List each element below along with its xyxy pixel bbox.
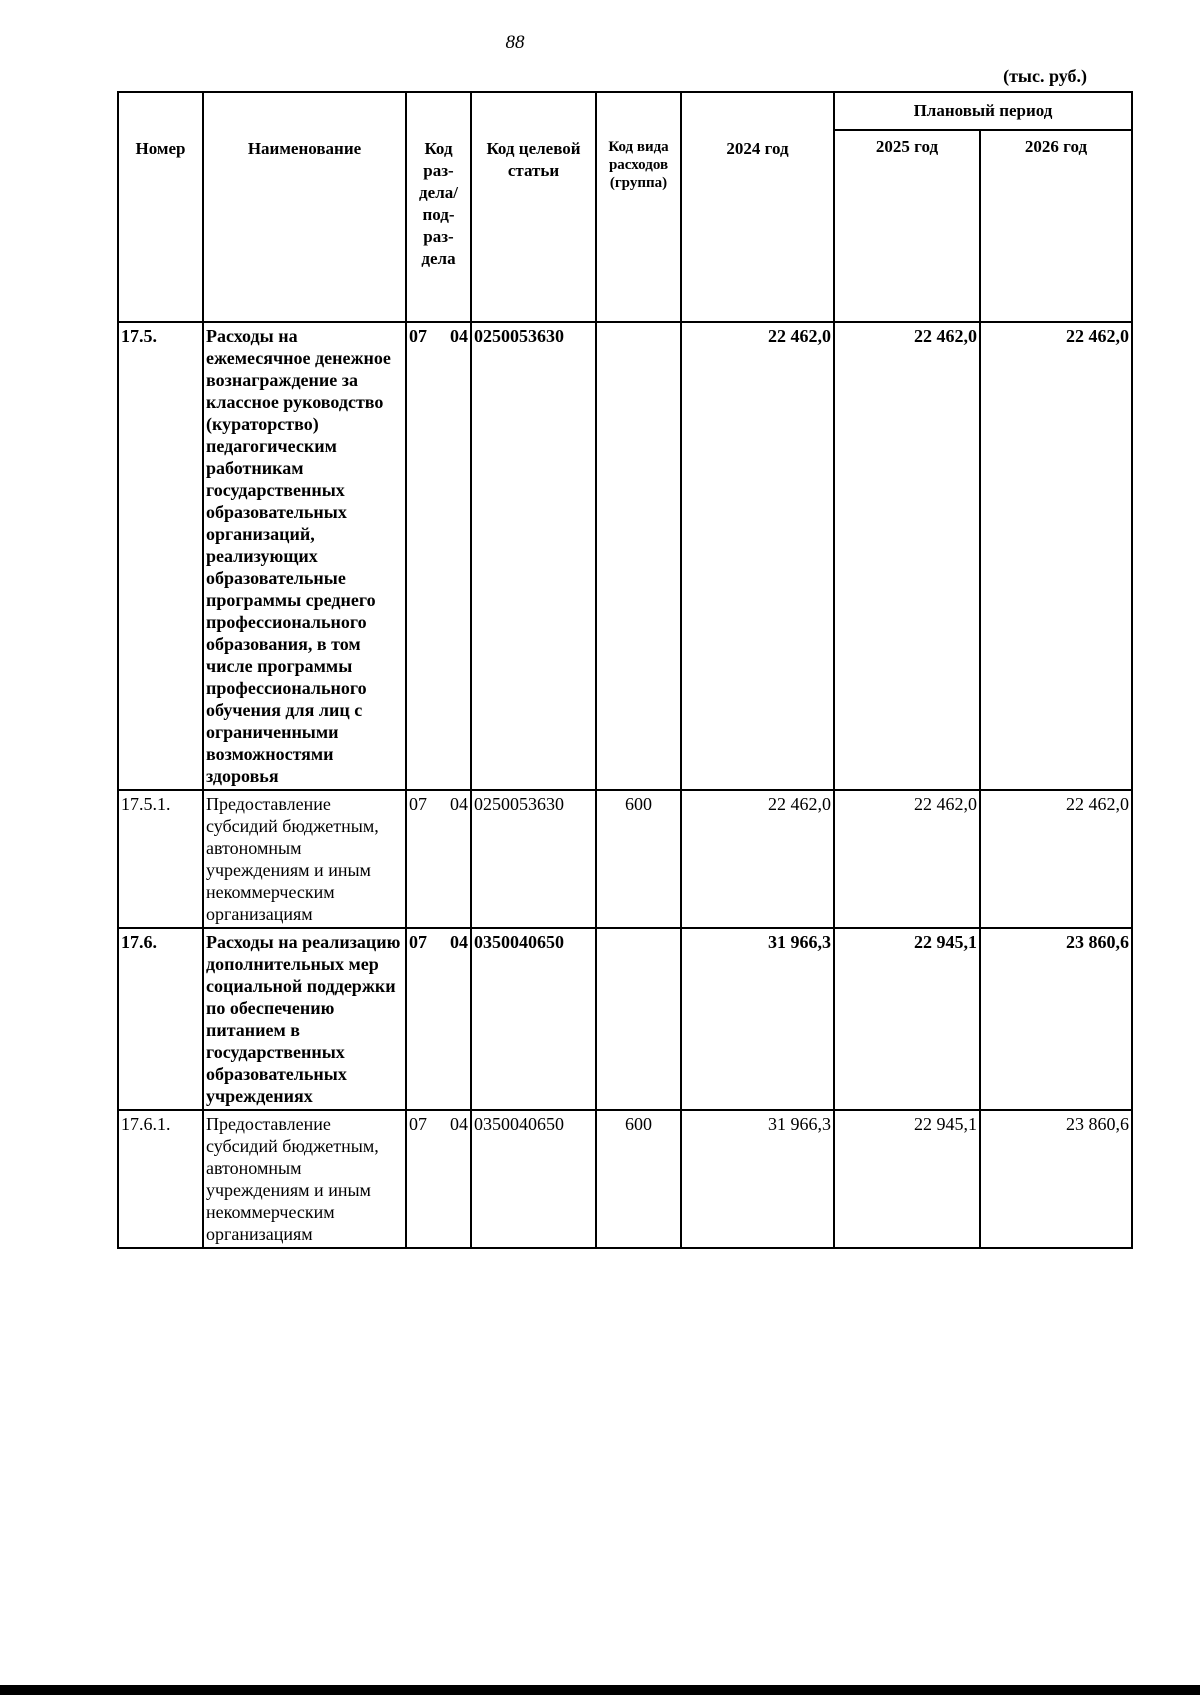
row-target-code: 0350040650 xyxy=(471,928,596,1110)
row-target-code: 0350040650 xyxy=(471,1110,596,1248)
row-expense-type: 600 xyxy=(596,790,681,928)
header-name: Наименование xyxy=(203,92,406,322)
row-podrazdel: 04 xyxy=(450,932,468,952)
row-number: 17.6.1. xyxy=(118,1110,203,1248)
row-value-2024: 31 966,3 xyxy=(681,928,834,1110)
row-value-2026: 23 860,6 xyxy=(980,1110,1132,1248)
table-row xyxy=(118,322,1132,790)
budget-table xyxy=(117,91,1133,1249)
row-podrazdel: 04 xyxy=(450,1114,468,1134)
row-value-2026: 22 462,0 xyxy=(980,790,1132,928)
row-value-2025: 22 945,1 xyxy=(834,1110,980,1248)
row-value-2025: 22 462,0 xyxy=(834,790,980,928)
row-expense-type xyxy=(596,322,681,790)
row-value-2025: 22 462,0 xyxy=(834,322,980,790)
header-year-2025: 2025 год xyxy=(834,130,980,322)
row-section-code xyxy=(406,1110,471,1248)
units-label: (тыс. руб.) xyxy=(1003,66,1087,86)
row-name: Расходы на ежемесячное денежное вознаграждение за классное руководство (кураторство) педагогическим работникам государственных образовательных организаций, реализующих образовательные программы среднего профессионального образования, в том числе программы профессионального обучения для лиц с ограниченными возможностями здоровья xyxy=(203,322,406,790)
table-row xyxy=(118,1110,1132,1248)
page-number: 88 xyxy=(505,32,525,53)
row-section-code xyxy=(406,322,471,790)
row-razdel: 07 xyxy=(409,794,427,814)
header-target-code: Код целевой статьи xyxy=(471,92,596,322)
row-podrazdel: 04 xyxy=(450,794,468,814)
row-razdel: 07 xyxy=(409,932,427,952)
row-number: 17.5. xyxy=(118,322,203,790)
row-name: Предоставление субсидий бюджетным, автономным учреждениям и иным некоммерческим организациям xyxy=(203,1110,406,1248)
table-row xyxy=(118,928,1132,1110)
row-value-2024: 31 966,3 xyxy=(681,1110,834,1248)
row-razdel: 07 xyxy=(409,326,427,346)
row-value-2026: 22 462,0 xyxy=(980,322,1132,790)
header-year-2024: 2024 год xyxy=(681,92,834,322)
row-section-code xyxy=(406,928,471,1110)
scan-edge-bar xyxy=(0,1685,1200,1695)
header-section-code: Код раз-дела/ под-раз-дела xyxy=(406,92,471,322)
row-value-2025: 22 945,1 xyxy=(834,928,980,1110)
row-razdel: 07 xyxy=(409,1114,427,1134)
row-value-2026: 23 860,6 xyxy=(980,928,1132,1110)
row-target-code: 0250053630 xyxy=(471,322,596,790)
row-section-code xyxy=(406,790,471,928)
row-name: Предоставление субсидий бюджетным, автономным учреждениям и иным некоммерческим организациям xyxy=(203,790,406,928)
header-expense-type-code: Код вида расходов (группа) xyxy=(596,92,681,322)
row-expense-type: 600 xyxy=(596,1110,681,1248)
row-number: 17.5.1. xyxy=(118,790,203,928)
row-value-2024: 22 462,0 xyxy=(681,322,834,790)
row-name: Расходы на реализацию дополнительных мер социальной поддержки по обеспечению питанием в государственных образовательных учреждениях xyxy=(203,928,406,1110)
row-value-2024: 22 462,0 xyxy=(681,790,834,928)
row-number: 17.6. xyxy=(118,928,203,1110)
row-podrazdel: 04 xyxy=(450,326,468,346)
table-row xyxy=(118,790,1132,928)
header-planned-period: Плановый период xyxy=(834,92,1132,130)
header-number: Номер xyxy=(118,92,203,322)
header-year-2026: 2026 год xyxy=(980,130,1132,322)
row-expense-type xyxy=(596,928,681,1110)
row-target-code: 0250053630 xyxy=(471,790,596,928)
